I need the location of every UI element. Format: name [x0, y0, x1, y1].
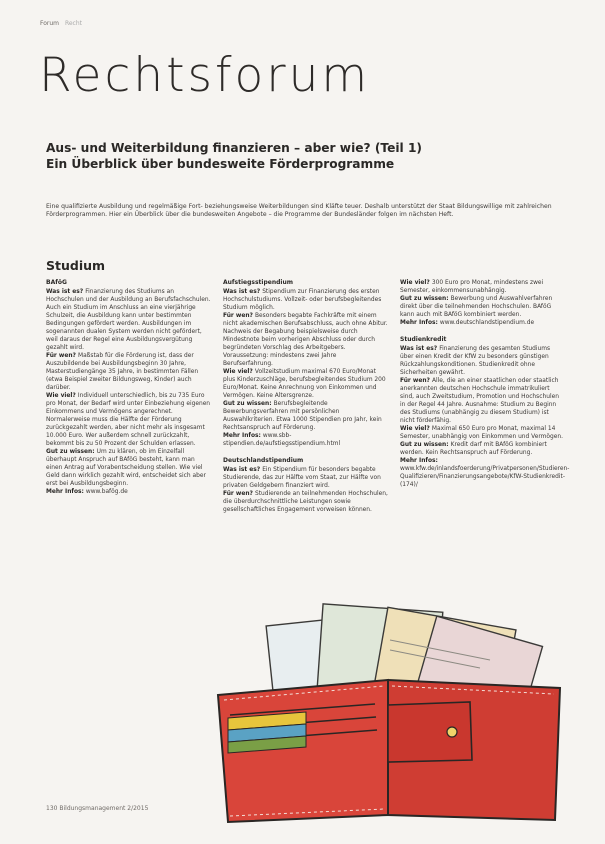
block-paragraph — [400, 295, 565, 319]
column-1 — [46, 279, 211, 505]
block-paragraph — [223, 312, 388, 368]
paragraph-label: Für wen? — [46, 353, 78, 359]
paragraph-text: Kredit darf mit BAföG kombiniert werden. Kein Rechtsanspruch auf Förderung. — [400, 442, 547, 456]
paragraph-text: Bewerbung und Auswahlverfahren direkt über die teilnehmenden Hochschulen. BAföG kann auch mit BAföG kombiniert werden. — [400, 296, 553, 318]
paragraph-text: Studierende an teilnehmenden Hochschulen, die überdurchschnittliche Leistungen sowie gesellschaftliches Engagement vorweisen können. — [223, 491, 388, 513]
paragraph-label: Wie viel? — [223, 369, 255, 375]
block-paragraph — [400, 441, 565, 457]
info-block — [46, 279, 211, 496]
paragraph-label: Gut zu wissen: — [400, 296, 451, 302]
paragraph-text: Finanzierung des Studiums an Hochschulen und der Ausbildung an Berufsfachschulen. Auch ein Studium im Anschluss an eine vierjährige Schulzeit, die Ausbildung kann unter bestimmten Bedingungen gefördert werden. Ausbildungen im sogenannten dualen System werden nicht gefördert, weil daraus der Regel eine Ausbildungsvergütung gezahlt wird. — [46, 289, 211, 351]
paragraph-label: Mehr Infos: — [223, 433, 263, 439]
block-paragraph — [400, 279, 565, 295]
block-paragraph — [400, 345, 565, 377]
paragraph-text: www.bafög.de — [85, 489, 128, 495]
block-heading: Deutschlandstipendium — [223, 457, 304, 464]
block-paragraph — [400, 377, 565, 425]
block-heading: BAföG — [46, 279, 67, 286]
block-paragraph — [46, 288, 211, 352]
paragraph-label: Gut zu wissen: — [46, 449, 97, 455]
block-paragraph — [223, 432, 388, 448]
block-paragraph — [46, 448, 211, 488]
paragraph-text: Finanzierung des gesamten Studiums über einen Kredit der KfW zu besonders günstigen Rückzahlungskonditionen. Studienkredit ohne Sicherheiten gewährt. — [400, 346, 551, 376]
header-section: Forum — [40, 20, 60, 27]
info-block — [400, 279, 565, 327]
block-paragraph — [400, 425, 565, 441]
paragraph-text: Maßstab für die Förderung ist, dass der Auszubildende bei Ausbildungsbeginn 30 Jahre, Masterstudiengänge 35 Jahre, in bestimmten Fällen (etwa Beispiel zweiter Bildungsweg, Kinder) auch darüber. — [46, 353, 199, 391]
wallet-body — [218, 680, 560, 822]
block-paragraph — [400, 319, 565, 327]
paragraph-label: Was ist es? — [400, 346, 440, 352]
block-paragraph — [223, 466, 388, 490]
subtitle-line-2: Ein Überblick über bundesweite Förderprogramme — [46, 157, 395, 171]
paragraph-text: www.deutschlandstipendium.de — [439, 320, 535, 326]
paragraph-text: Stipendium zur Finanzierung des ersten Hochschulstudiums. Vollzeit- oder berufsbegleitendes Studium möglich. — [223, 289, 382, 311]
paragraph-text: 300 Euro pro Monat, mindestens zwei Semester, einkommensunabhängig. — [400, 280, 544, 294]
block-heading: Aufstiegsstipendium — [223, 279, 293, 286]
block-heading: Studienkredit — [400, 336, 447, 343]
paragraph-label: Mehr Infos: — [46, 489, 86, 495]
subtitle-line-1: Aus- und Weiterbildung finanzieren – aber wie? (Teil 1) — [46, 141, 423, 155]
paragraph-label: Mehr Infos: — [400, 458, 438, 464]
paragraph-label: Gut zu wissen: — [223, 401, 274, 407]
paragraph-text: www.kfw.de/inlandsfoerderung/Privatpersonen/Studieren-Qualifizieren/Finanzierungsangebote/KfW-Studienkredit-(174)/ — [400, 466, 570, 488]
column-3 — [400, 279, 570, 498]
paragraph-label: Was ist es? — [223, 467, 263, 473]
paragraph-text: Alle, die an einer staatlichen oder staatlich anerkannten deutschen Hochschule immatrikuliert sind, auch Zweitstudium, Promotion und Hochschulen in der Regel 44 Jahre. Ausnahme: Studium zu Beginn des Studiums (unabhängig zu diesem Studium) ist nicht förderfähig. — [400, 378, 559, 424]
block-paragraph — [46, 488, 211, 496]
paragraph-label: Für wen? — [400, 378, 432, 384]
block-paragraph — [46, 392, 211, 448]
article-subtitle — [46, 140, 466, 172]
block-paragraph — [400, 457, 570, 489]
info-block — [400, 336, 570, 489]
block-paragraph — [223, 400, 388, 432]
wallet-illustration — [210, 600, 570, 830]
paragraph-label: Für wen? — [223, 491, 255, 497]
intro-paragraph: Eine qualifizierte Ausbildung und regelmäßige Fort- beziehungsweise Weiterbildungen sind Kläfte teuer. Deshalb unterstützt der Staat Bildungswillige mit zahlreichen Förderprogrammen. Hier ein Überblick über die bundesweiten Angebote – die Programme der Bundesländer folgen im nächsten Heft. — [46, 203, 552, 219]
block-paragraph — [223, 368, 388, 400]
page-header — [40, 20, 82, 27]
paragraph-text: Besonders begabte Fachkräfte mit einem nicht akademischen Berufsabschluss, auch ohne Abitur. Nachweis der Begabung beispielsweise durch Mindestnote beim vorherigen Abschluss oder durch begründeten Vorschlag des Arbeitgebers. Voraussetzung: mindestens zwei Jahre Berufserfahrung. — [223, 313, 388, 367]
column-2 — [223, 279, 388, 523]
paragraph-text: Ein Stipendium für besonders begabte Studierende, das zur Hälfte vom Staat, zur Hälfte von privaten Geldgebern finanziert wird. — [223, 467, 381, 489]
paragraph-label: Mehr Infos: — [400, 320, 440, 326]
paragraph-label: Was ist es? — [223, 289, 263, 295]
paragraph-text: Maximal 650 Euro pro Monat, maximal 14 Semester, unabhängig von Einkommen und Vermögen. — [400, 426, 563, 440]
header-subsection: Recht — [64, 20, 82, 27]
section-heading: Studium — [46, 258, 106, 273]
paragraph-text: www.sbb-stipendien.de/aufstiegsstipendium.html — [223, 433, 341, 447]
paragraph-text: Vollzeitstudium maximal 670 Euro/Monat plus Kinderzuschläge, berufsbegleitendes Studium 200 Euro/Monat. Keine Anrechnung von Einkommen und Vermögen. Keine Altersgrenze. — [223, 369, 386, 399]
block-paragraph — [46, 352, 211, 392]
paragraph-label: Wie viel? — [46, 393, 78, 399]
paragraph-label: Wie viel? — [400, 280, 432, 286]
paragraph-label: Für wen? — [223, 313, 255, 319]
paragraph-label: Was ist es? — [46, 289, 86, 295]
paragraph-label: Wie viel? — [400, 426, 432, 432]
paragraph-text: Berufsbegleitende Bewerbungsverfahren mit persönlichen Auswahlkriterien. Etwa 1000 Stipendien pro Jahr, kein Rechtsanspruch auf Förderung. — [223, 401, 382, 431]
paragraph-label: Gut zu wissen: — [400, 442, 451, 448]
page-footer — [46, 805, 148, 812]
info-block — [223, 457, 388, 514]
paragraph-text: Um zu klären, ob im Einzelfall überhaupt Anspruch auf BAföG besteht, kann man einen Antrag auf Vorabentscheidung stellen. Wie viel Geld dann wirklich gezahlt wird, entscheidet sich aber erst bei Ausbildungsbeginn. — [46, 449, 206, 487]
publication-name: Bildungsmanagement 2/2015 — [59, 805, 149, 812]
info-block — [223, 279, 388, 448]
paragraph-text: Individuell unterschiedlich, bis zu 735 Euro pro Monat, der Bedarf wird unter Einbeziehung eigenen Einkommens und Vermögens angerechnet. Normalerweise muss die Hälfte der Förderung zurückgezahlt werden, aber nicht mehr als insgesamt 10.000 Euro. Wer außerdem schnell zurückzahlt, bekommt bis zu 50 Prozent der Schulden erlassen. — [46, 393, 211, 447]
block-paragraph — [223, 288, 388, 312]
page-title: Rechtsforum — [39, 48, 371, 103]
block-paragraph — [223, 490, 388, 514]
page-number: 130 — [46, 805, 58, 812]
